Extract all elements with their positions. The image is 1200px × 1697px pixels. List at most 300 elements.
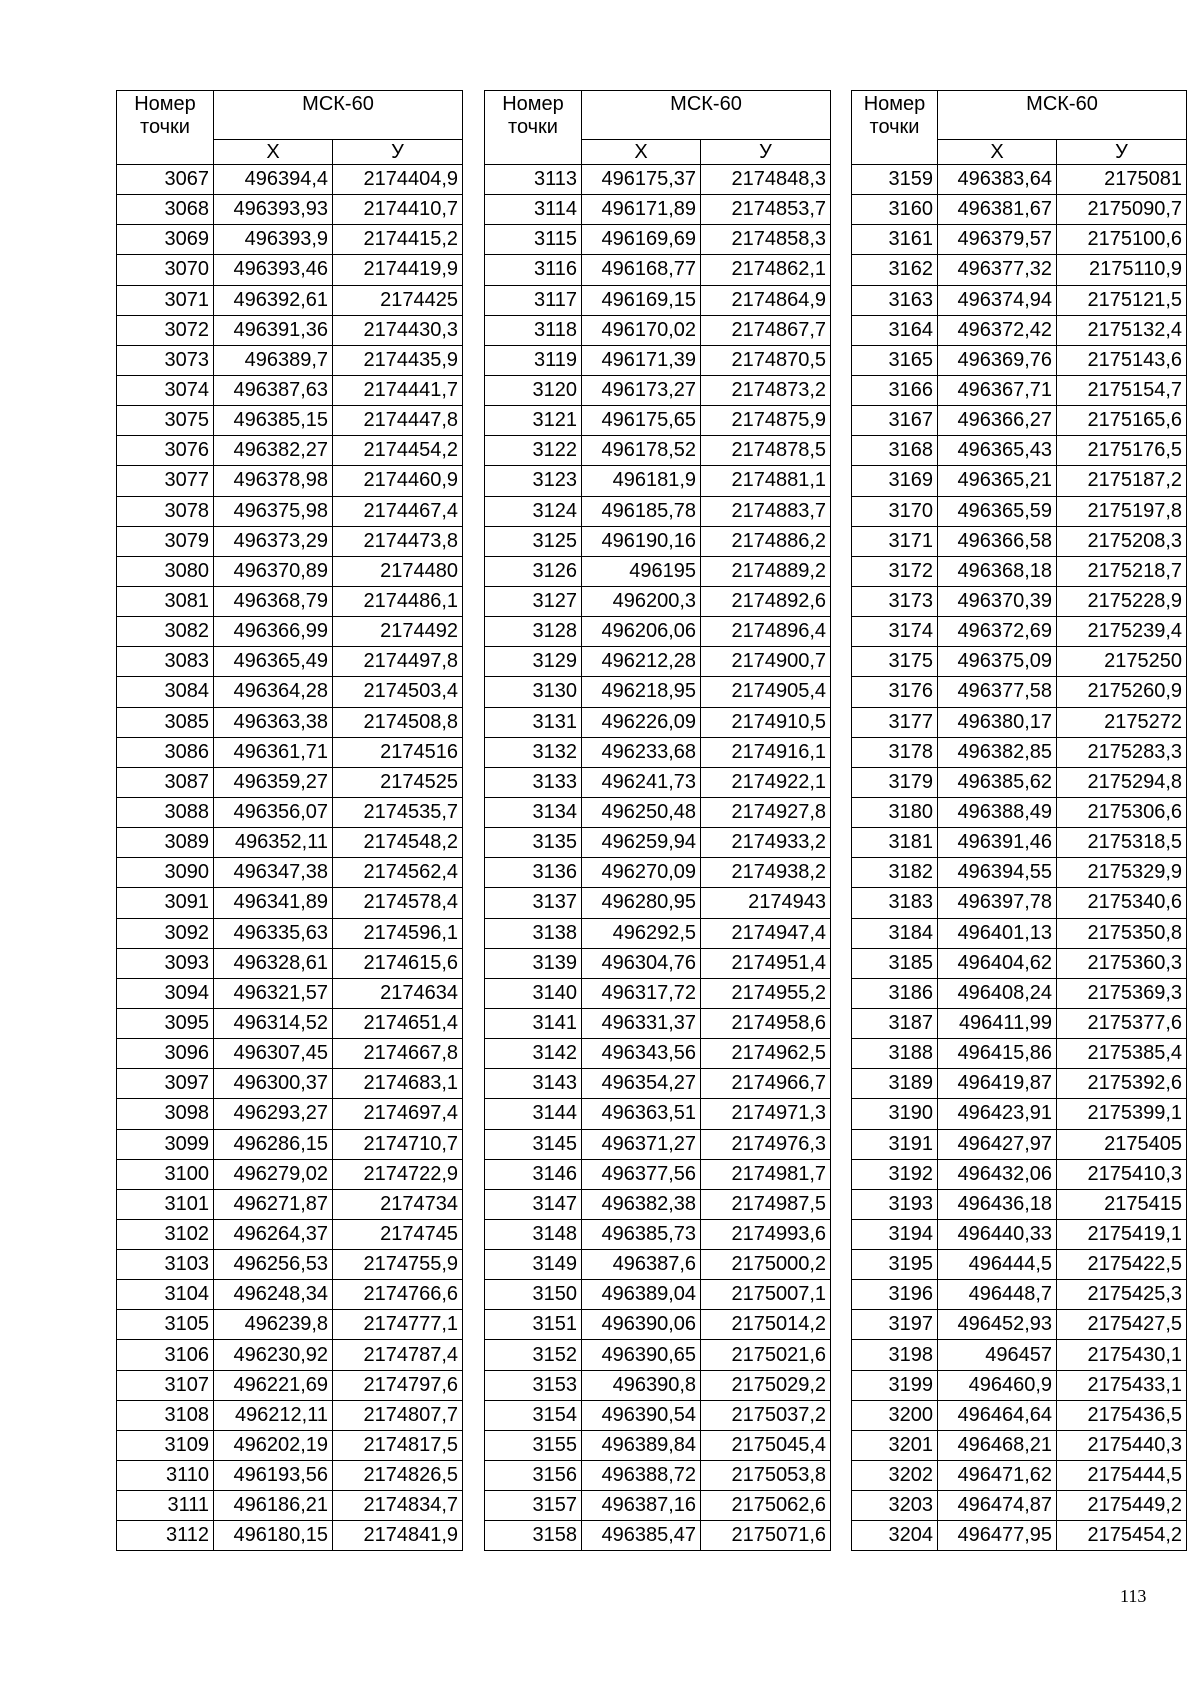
y-coordinate-cell: 2175132,4	[1057, 315, 1187, 345]
x-coordinate-cell: 496401,13	[938, 918, 1057, 948]
y-coordinate-cell: 2174722,9	[333, 1159, 463, 1189]
x-coordinate-cell: 496271,87	[214, 1189, 333, 1219]
y-coordinate-cell: 2175318,5	[1057, 828, 1187, 858]
point-number-cell: 3154	[485, 1400, 582, 1430]
y-coordinate-cell: 2174987,5	[701, 1189, 831, 1219]
x-coordinate-cell: 496378,98	[214, 466, 333, 496]
x-coordinate-cell: 496372,69	[938, 617, 1057, 647]
x-coordinate-cell: 496375,09	[938, 647, 1057, 677]
table-row	[485, 466, 831, 496]
y-coordinate-cell: 2174535,7	[333, 797, 463, 827]
y-coordinate-cell: 2174916,1	[701, 737, 831, 767]
x-coordinate-cell: 496382,27	[214, 436, 333, 466]
point-number-cell: 3190	[852, 1099, 938, 1129]
table-row	[485, 767, 831, 797]
point-number-cell: 3075	[117, 406, 214, 436]
x-coordinate-cell: 496314,52	[214, 1008, 333, 1038]
table-row	[852, 1189, 1187, 1219]
table-row	[852, 1400, 1187, 1430]
header-point-number: Номер точки	[485, 91, 582, 165]
x-coordinate-cell: 496387,16	[582, 1491, 701, 1521]
header-y: У	[1057, 140, 1187, 165]
table-row	[485, 1370, 831, 1400]
point-number-cell: 3124	[485, 496, 582, 526]
y-coordinate-cell: 2175360,3	[1057, 948, 1187, 978]
y-coordinate-cell: 2175410,3	[1057, 1159, 1187, 1189]
table-row	[485, 526, 831, 556]
y-coordinate-cell: 2174962,5	[701, 1039, 831, 1069]
point-number-cell: 3106	[117, 1340, 214, 1370]
point-number-cell: 3147	[485, 1189, 582, 1219]
y-coordinate-cell: 2175377,6	[1057, 1008, 1187, 1038]
point-number-cell: 3104	[117, 1280, 214, 1310]
point-number-cell: 3172	[852, 556, 938, 586]
x-coordinate-cell: 496419,87	[938, 1069, 1057, 1099]
x-coordinate-cell: 496391,46	[938, 828, 1057, 858]
y-coordinate-cell: 2174807,7	[333, 1400, 463, 1430]
point-number-cell: 3115	[485, 225, 582, 255]
y-coordinate-cell: 2174862,1	[701, 255, 831, 285]
x-coordinate-cell: 496408,24	[938, 978, 1057, 1008]
point-number-cell: 3107	[117, 1370, 214, 1400]
point-number-cell: 3166	[852, 375, 938, 405]
y-coordinate-cell: 2174415,2	[333, 225, 463, 255]
x-coordinate-cell: 496341,89	[214, 888, 333, 918]
table-row	[485, 1039, 831, 1069]
y-coordinate-cell: 2175427,5	[1057, 1310, 1187, 1340]
point-number-cell: 3102	[117, 1219, 214, 1249]
x-coordinate-cell: 496404,62	[938, 948, 1057, 978]
coord-table-3	[851, 90, 1187, 1551]
x-coordinate-cell: 496250,48	[582, 797, 701, 827]
point-number-cell: 3125	[485, 526, 582, 556]
y-coordinate-cell: 2174525	[333, 767, 463, 797]
y-coordinate-cell: 2174777,1	[333, 1310, 463, 1340]
table-row	[117, 1280, 463, 1310]
point-number-cell: 3119	[485, 345, 582, 375]
x-coordinate-cell: 496382,85	[938, 737, 1057, 767]
y-coordinate-cell: 2174892,6	[701, 586, 831, 616]
table-row	[852, 406, 1187, 436]
table-row	[485, 948, 831, 978]
y-coordinate-cell: 2174958,6	[701, 1008, 831, 1038]
y-coordinate-cell: 2174826,5	[333, 1461, 463, 1491]
point-number-cell: 3092	[117, 918, 214, 948]
point-number-cell: 3169	[852, 466, 938, 496]
point-number-cell: 3170	[852, 496, 938, 526]
table-row	[117, 918, 463, 948]
table-row	[117, 526, 463, 556]
table-row	[485, 1069, 831, 1099]
x-coordinate-cell: 496230,92	[214, 1340, 333, 1370]
table-row	[852, 1008, 1187, 1038]
point-number-cell: 3187	[852, 1008, 938, 1038]
y-coordinate-cell: 2175350,8	[1057, 918, 1187, 948]
y-coordinate-cell: 2174651,4	[333, 1008, 463, 1038]
coord-table-2	[484, 90, 831, 1551]
x-coordinate-cell: 496370,89	[214, 556, 333, 586]
point-number-cell: 3161	[852, 225, 938, 255]
header-y: У	[701, 140, 831, 165]
header-x: Х	[938, 140, 1057, 165]
table-row	[485, 375, 831, 405]
x-coordinate-cell: 496180,15	[214, 1521, 333, 1551]
y-coordinate-cell: 2174873,2	[701, 375, 831, 405]
table-row	[117, 1039, 463, 1069]
table-row	[485, 707, 831, 737]
table-row	[485, 1340, 831, 1370]
table-row	[117, 375, 463, 405]
x-coordinate-cell: 496371,27	[582, 1129, 701, 1159]
point-number-cell: 3069	[117, 225, 214, 255]
point-number-cell: 3123	[485, 466, 582, 496]
y-coordinate-cell: 2175419,1	[1057, 1219, 1187, 1249]
table-row	[485, 1310, 831, 1340]
header-x: Х	[582, 140, 701, 165]
table-row	[852, 1219, 1187, 1249]
table-body	[852, 165, 1187, 1551]
x-coordinate-cell: 496279,02	[214, 1159, 333, 1189]
y-coordinate-cell: 2174870,5	[701, 345, 831, 375]
point-number-cell: 3185	[852, 948, 938, 978]
point-number-cell: 3079	[117, 526, 214, 556]
point-number-cell: 3140	[485, 978, 582, 1008]
x-coordinate-cell: 496190,16	[582, 526, 701, 556]
table-row	[117, 436, 463, 466]
table-row	[852, 1340, 1187, 1370]
y-coordinate-cell: 2174497,8	[333, 647, 463, 677]
x-coordinate-cell: 496390,54	[582, 1400, 701, 1430]
x-coordinate-cell: 496363,51	[582, 1099, 701, 1129]
y-coordinate-cell: 2174853,7	[701, 195, 831, 225]
point-number-cell: 3184	[852, 918, 938, 948]
header-y: У	[333, 140, 463, 165]
x-coordinate-cell: 496335,63	[214, 918, 333, 948]
point-number-cell: 3073	[117, 345, 214, 375]
table-row	[117, 1521, 463, 1551]
x-coordinate-cell: 496186,21	[214, 1491, 333, 1521]
point-number-cell: 3201	[852, 1430, 938, 1460]
table-row	[852, 195, 1187, 225]
point-number-cell: 3121	[485, 406, 582, 436]
x-coordinate-cell: 496259,94	[582, 828, 701, 858]
point-number-cell: 3086	[117, 737, 214, 767]
x-coordinate-cell: 496392,61	[214, 285, 333, 315]
y-coordinate-cell: 2174922,1	[701, 767, 831, 797]
x-coordinate-cell: 496181,9	[582, 466, 701, 496]
x-coordinate-cell: 496387,63	[214, 375, 333, 405]
table-row	[485, 1400, 831, 1430]
table-row	[852, 1430, 1187, 1460]
y-coordinate-cell: 2175037,2	[701, 1400, 831, 1430]
x-coordinate-cell: 496448,7	[938, 1280, 1057, 1310]
table-row	[117, 225, 463, 255]
point-number-cell: 3133	[485, 767, 582, 797]
point-number-cell: 3150	[485, 1280, 582, 1310]
table-row	[852, 1099, 1187, 1129]
x-coordinate-cell: 496185,78	[582, 496, 701, 526]
point-number-cell: 3135	[485, 828, 582, 858]
table-row	[485, 1521, 831, 1551]
point-number-cell: 3145	[485, 1129, 582, 1159]
table-row	[485, 195, 831, 225]
y-coordinate-cell: 2175399,1	[1057, 1099, 1187, 1129]
point-number-cell: 3072	[117, 315, 214, 345]
point-number-cell: 3182	[852, 858, 938, 888]
x-coordinate-cell: 496212,28	[582, 647, 701, 677]
y-coordinate-cell: 2175392,6	[1057, 1069, 1187, 1099]
x-coordinate-cell: 496365,49	[214, 647, 333, 677]
table-row	[117, 1430, 463, 1460]
y-coordinate-cell: 2174841,9	[333, 1521, 463, 1551]
point-number-cell: 3142	[485, 1039, 582, 1069]
point-number-cell: 3112	[117, 1521, 214, 1551]
y-coordinate-cell: 2174508,8	[333, 707, 463, 737]
table-row	[485, 1129, 831, 1159]
y-coordinate-cell: 2174562,4	[333, 858, 463, 888]
point-number-cell: 3152	[485, 1340, 582, 1370]
y-coordinate-cell: 2175143,6	[1057, 345, 1187, 375]
y-coordinate-cell: 2174943	[701, 888, 831, 918]
table-row	[485, 406, 831, 436]
x-coordinate-cell: 496380,17	[938, 707, 1057, 737]
x-coordinate-cell: 496377,32	[938, 255, 1057, 285]
table-row	[117, 647, 463, 677]
table-row	[485, 1008, 831, 1038]
y-coordinate-cell: 2175029,2	[701, 1370, 831, 1400]
table-row	[852, 617, 1187, 647]
point-number-cell: 3103	[117, 1250, 214, 1280]
point-number-cell: 3191	[852, 1129, 938, 1159]
x-coordinate-cell: 496372,42	[938, 315, 1057, 345]
point-number-cell: 3089	[117, 828, 214, 858]
y-coordinate-cell: 2174881,1	[701, 466, 831, 496]
x-coordinate-cell: 496381,67	[938, 195, 1057, 225]
y-coordinate-cell: 2175329,9	[1057, 858, 1187, 888]
x-coordinate-cell: 496394,4	[214, 165, 333, 195]
y-coordinate-cell: 2174697,4	[333, 1099, 463, 1129]
y-coordinate-cell: 2175176,5	[1057, 436, 1187, 466]
x-coordinate-cell: 496366,58	[938, 526, 1057, 556]
y-coordinate-cell: 2174419,9	[333, 255, 463, 285]
table-row	[485, 586, 831, 616]
x-coordinate-cell: 496377,58	[938, 677, 1057, 707]
y-coordinate-cell: 2174516	[333, 737, 463, 767]
x-coordinate-cell: 496389,7	[214, 345, 333, 375]
y-coordinate-cell: 2174454,2	[333, 436, 463, 466]
point-number-cell: 3091	[117, 888, 214, 918]
table-row	[852, 1491, 1187, 1521]
table-row	[485, 436, 831, 466]
header-point-number: Номер точки	[117, 91, 214, 165]
table-row	[117, 1069, 463, 1099]
x-coordinate-cell: 496280,95	[582, 888, 701, 918]
point-number-cell: 3143	[485, 1069, 582, 1099]
y-coordinate-cell: 2175228,9	[1057, 586, 1187, 616]
x-coordinate-cell: 496300,37	[214, 1069, 333, 1099]
point-number-cell: 3199	[852, 1370, 938, 1400]
point-number-cell: 3194	[852, 1219, 938, 1249]
y-coordinate-cell: 2175444,5	[1057, 1461, 1187, 1491]
x-coordinate-cell: 496202,19	[214, 1430, 333, 1460]
x-coordinate-cell: 496436,18	[938, 1189, 1057, 1219]
table-row	[852, 1069, 1187, 1099]
x-coordinate-cell: 496390,8	[582, 1370, 701, 1400]
x-coordinate-cell: 496343,56	[582, 1039, 701, 1069]
point-number-cell: 3196	[852, 1280, 938, 1310]
table-row	[117, 496, 463, 526]
y-coordinate-cell: 2175405	[1057, 1129, 1187, 1159]
x-coordinate-cell: 496415,86	[938, 1039, 1057, 1069]
x-coordinate-cell: 496170,02	[582, 315, 701, 345]
x-coordinate-cell: 496354,27	[582, 1069, 701, 1099]
y-coordinate-cell: 2174480	[333, 556, 463, 586]
point-number-cell: 3137	[485, 888, 582, 918]
point-number-cell: 3129	[485, 647, 582, 677]
x-coordinate-cell: 496387,6	[582, 1250, 701, 1280]
point-number-cell: 3144	[485, 1099, 582, 1129]
y-coordinate-cell: 2175449,2	[1057, 1491, 1187, 1521]
header-system: МСК-60	[214, 91, 463, 140]
x-coordinate-cell: 496168,77	[582, 255, 701, 285]
point-number-cell: 3084	[117, 677, 214, 707]
point-number-cell: 3093	[117, 948, 214, 978]
y-coordinate-cell: 2175369,3	[1057, 978, 1187, 1008]
table-row	[117, 165, 463, 195]
point-number-cell: 3171	[852, 526, 938, 556]
table-row	[485, 918, 831, 948]
y-coordinate-cell: 2174634	[333, 978, 463, 1008]
x-coordinate-cell: 496171,89	[582, 195, 701, 225]
x-coordinate-cell: 496171,39	[582, 345, 701, 375]
y-coordinate-cell: 2174503,4	[333, 677, 463, 707]
y-coordinate-cell: 2174548,2	[333, 828, 463, 858]
x-coordinate-cell: 496366,27	[938, 406, 1057, 436]
x-coordinate-cell: 496385,73	[582, 1219, 701, 1249]
table-row	[117, 828, 463, 858]
point-number-cell: 3081	[117, 586, 214, 616]
table-row	[485, 978, 831, 1008]
x-coordinate-cell: 496385,47	[582, 1521, 701, 1551]
x-coordinate-cell: 496361,71	[214, 737, 333, 767]
point-number-cell: 3132	[485, 737, 582, 767]
x-coordinate-cell: 496423,91	[938, 1099, 1057, 1129]
y-coordinate-cell: 2174425	[333, 285, 463, 315]
x-coordinate-cell: 496195	[582, 556, 701, 586]
table-row	[485, 1099, 831, 1129]
y-coordinate-cell: 2175415	[1057, 1189, 1187, 1219]
point-number-cell: 3177	[852, 707, 938, 737]
coordinate-tables	[0, 90, 1200, 1560]
point-number-cell: 3149	[485, 1250, 582, 1280]
table-row	[485, 737, 831, 767]
y-coordinate-cell: 2175425,3	[1057, 1280, 1187, 1310]
y-coordinate-cell: 2175071,6	[701, 1521, 831, 1551]
x-coordinate-cell: 496383,64	[938, 165, 1057, 195]
point-number-cell: 3128	[485, 617, 582, 647]
point-number-cell: 3153	[485, 1370, 582, 1400]
table-row	[117, 1310, 463, 1340]
table-row	[852, 1370, 1187, 1400]
table-row	[117, 1491, 463, 1521]
coord-table-1	[116, 90, 463, 1551]
point-number-cell: 3204	[852, 1521, 938, 1551]
point-number-cell: 3158	[485, 1521, 582, 1551]
table-row	[852, 315, 1187, 345]
x-coordinate-cell: 496178,52	[582, 436, 701, 466]
table-row	[852, 707, 1187, 737]
table-row	[852, 1461, 1187, 1491]
y-coordinate-cell: 2174430,3	[333, 315, 463, 345]
table-row	[485, 828, 831, 858]
table-row	[117, 677, 463, 707]
y-coordinate-cell: 2174787,4	[333, 1340, 463, 1370]
y-coordinate-cell: 2174435,9	[333, 345, 463, 375]
table-row	[117, 767, 463, 797]
table-row	[485, 1280, 831, 1310]
table-row	[117, 617, 463, 647]
point-number-cell: 3120	[485, 375, 582, 405]
point-number-cell: 3088	[117, 797, 214, 827]
x-coordinate-cell: 496365,21	[938, 466, 1057, 496]
x-coordinate-cell: 496367,71	[938, 375, 1057, 405]
point-number-cell: 3202	[852, 1461, 938, 1491]
table-row	[485, 1461, 831, 1491]
y-coordinate-cell: 2175385,4	[1057, 1039, 1187, 1069]
table-row	[485, 1189, 831, 1219]
y-coordinate-cell: 2174447,8	[333, 406, 463, 436]
table-row	[485, 1159, 831, 1189]
table-row	[117, 406, 463, 436]
point-number-cell: 3101	[117, 1189, 214, 1219]
x-coordinate-cell: 496321,57	[214, 978, 333, 1008]
x-coordinate-cell: 496375,98	[214, 496, 333, 526]
y-coordinate-cell: 2175045,4	[701, 1430, 831, 1460]
x-coordinate-cell: 496368,79	[214, 586, 333, 616]
x-coordinate-cell: 496256,53	[214, 1250, 333, 1280]
x-coordinate-cell: 496393,46	[214, 255, 333, 285]
point-number-cell: 3105	[117, 1310, 214, 1340]
table-row	[117, 255, 463, 285]
header-system: МСК-60	[938, 91, 1187, 140]
x-coordinate-cell: 496175,65	[582, 406, 701, 436]
x-coordinate-cell: 496248,34	[214, 1280, 333, 1310]
point-number-cell: 3163	[852, 285, 938, 315]
point-number-cell: 3100	[117, 1159, 214, 1189]
table-row	[485, 647, 831, 677]
y-coordinate-cell: 2174886,2	[701, 526, 831, 556]
table-row	[117, 1370, 463, 1400]
x-coordinate-cell: 496374,94	[938, 285, 1057, 315]
y-coordinate-cell: 2174867,7	[701, 315, 831, 345]
point-number-cell: 3094	[117, 978, 214, 1008]
point-number-cell: 3109	[117, 1430, 214, 1460]
y-coordinate-cell: 2174404,9	[333, 165, 463, 195]
y-coordinate-cell: 2174755,9	[333, 1250, 463, 1280]
y-coordinate-cell: 2174848,3	[701, 165, 831, 195]
table-row	[485, 1219, 831, 1249]
x-coordinate-cell: 496270,09	[582, 858, 701, 888]
x-coordinate-cell: 496394,55	[938, 858, 1057, 888]
y-coordinate-cell: 2175250	[1057, 647, 1187, 677]
y-coordinate-cell: 2174441,7	[333, 375, 463, 405]
point-number-cell: 3192	[852, 1159, 938, 1189]
table-row	[485, 225, 831, 255]
table-row	[852, 225, 1187, 255]
y-coordinate-cell: 2174864,9	[701, 285, 831, 315]
point-number-cell: 3165	[852, 345, 938, 375]
x-coordinate-cell: 496368,18	[938, 556, 1057, 586]
